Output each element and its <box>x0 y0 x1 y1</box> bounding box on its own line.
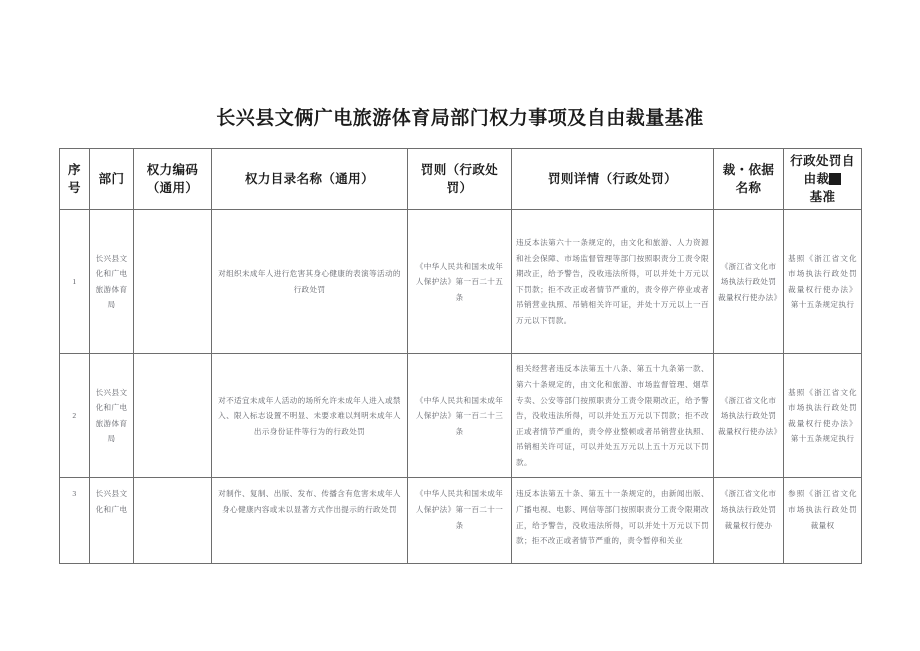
missing-glyph-icon <box>829 173 841 185</box>
cell-basis-name: 《浙江省文化市场执法行政处罚裁量权行使办法》 <box>714 210 784 354</box>
column-header-power-catalog-name: 权力目录名称（通用） <box>212 149 408 210</box>
cell-department: 长兴县文化和广电旅游体育局 <box>90 210 134 354</box>
cell-discretion-standard: 参照《浙江省文化市场执法行政处罚裁量权 <box>784 478 862 564</box>
table-row <box>60 354 862 478</box>
column-header-basis-name: 裁・依据名称 <box>714 149 784 210</box>
cell-penalty-detail: 相关经营者违反本法第五十八条、第五十九条第一款、第六十条规定的，由文化和旅游、市场监督管理、烟草专卖、公安等部门按照职责分工责令限期改正，给予警告，没收违法所得，可以并处五万元以下罚款；拒不改正或者情节严重的，责令停业整顿或者吊销营业执照、吊销相关许可证，可以并处五万元以上五十万元以下罚款。 <box>512 354 714 478</box>
table-header-row <box>60 149 862 210</box>
table-row <box>60 478 862 564</box>
cell-power-code <box>134 210 212 354</box>
cell-power-code <box>134 354 212 478</box>
column-header-penalty-rule: 罚则（行政处罚） <box>408 149 512 210</box>
table-body <box>60 210 862 564</box>
column-header-discretion-text: 行政处罚自由裁 <box>790 154 855 187</box>
cell-penalty-rule: 《中华人民共和国未成年人保护法》第一百二十五条 <box>408 210 512 354</box>
cell-basis-name: 《浙江省文化市场执法行政处罚裁量权行使办法》 <box>714 354 784 478</box>
power-matters-table <box>59 148 862 564</box>
cell-penalty-detail: 违反本法第六十一条规定的，由文化和旅游、人力资源和社会保障、市场监督管理等部门按照职责分工责令限期改正，给予警告，没收违法所得，可以并处十万元以下罚款；拒不改正或者情节严重的，责令停产停业或者吊销营业执照、吊销相关许可证，并处十万元以上一百万元以下罚款。 <box>512 210 714 354</box>
cell-power-catalog-name: 对不适宜未成年人活动的场所允许未成年人进入或禁入、限入标志设置不明显、未要求难以判明未成年人出示身份证件等行为的行政处罚 <box>212 354 408 478</box>
cell-index: 3 <box>60 478 90 564</box>
page-title: 长兴县文俩广电旅游体育局部门权力事项及自由裁量基准 <box>216 108 704 129</box>
column-header-discretion-suffix: 基准 <box>809 190 836 205</box>
column-header-department: 部门 <box>90 149 134 210</box>
cell-department: 长兴县文化和广电 <box>90 478 134 564</box>
table-header <box>60 149 862 210</box>
column-header-power-code: 权力编码（通用） <box>134 149 212 210</box>
cell-penalty-detail: 违反本法第五十条、第五十一条规定的，由新闻出版、广播电视、电影、网信等部门按照职责分工责令限期改正，给予警告，没收违法所得，可以并处十万元以下罚款；拒不改正或者情节严重的，责令暂停和关业 <box>512 478 714 564</box>
column-header-discretion-standard <box>784 149 862 210</box>
cell-power-catalog-name: 对制作、复制、出版、发布、传播含有危害未成年人身心健康内容或未以显著方式作出提示的行政处罚 <box>212 478 408 564</box>
cell-power-catalog-name: 对组织未成年人进行危害其身心健康的表演等活动的行政处罚 <box>212 210 408 354</box>
cell-power-code <box>134 478 212 564</box>
column-header-index: 序号 <box>60 149 90 210</box>
cell-department: 长兴县文化和广电旅游体育局 <box>90 354 134 478</box>
cell-discretion-standard: 基照《浙江省文化市场执法行政处罚裁量权行使办法》第十五条规定执行 <box>784 354 862 478</box>
cell-basis-name: 《浙江省文化市场执法行政处罚裁量权行使办 <box>714 478 784 564</box>
cell-index: 2 <box>60 354 90 478</box>
cell-discretion-standard: 基照《浙江省文化市场执法行政处罚裁量权行使办法》第十五条规定执行 <box>784 210 862 354</box>
cell-index: 1 <box>60 210 90 354</box>
table-row <box>60 210 862 354</box>
cell-penalty-rule: 《中华人民共和国未成年人保护法》第一百二十一条 <box>408 478 512 564</box>
cell-penalty-rule: 《中华人民共和国未成年人保护法》第一百二十三条 <box>408 354 512 478</box>
power-matters-table-wrapper <box>59 148 861 564</box>
column-header-penalty-detail: 罚则详情（行政处罚） <box>512 149 714 210</box>
